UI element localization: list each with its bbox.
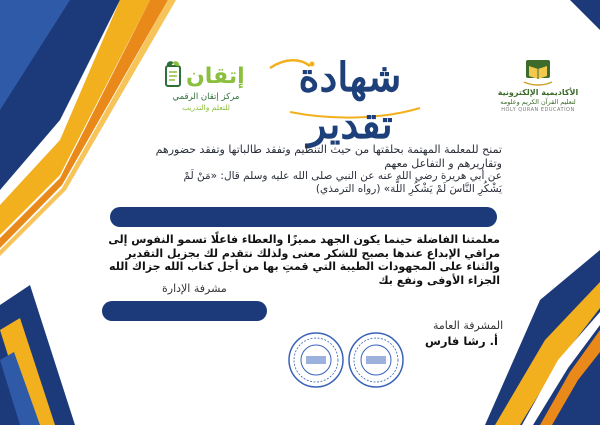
general-supervisor-label: المشرفة العامة [433, 319, 504, 332]
general-supervisor-name: أ. رشا فارس [425, 334, 498, 348]
academy-tagline: لتعليم القرآن الكريم وعلومه [500, 98, 576, 106]
certificate-title: شهادة تقدير [298, 54, 402, 148]
official-stamp-2 [346, 330, 406, 390]
admin-supervisor-signature-field[interactable] [102, 301, 267, 321]
itqan-center-logo [150, 58, 260, 112]
recipient-name-field[interactable] [110, 207, 497, 227]
corner-navy-topright [570, 0, 600, 30]
intro-paragraph: تمنح للمعلمة المهتمة بحلقتها من حيث التنظيم وتفقد طالباتها وتفقد حضورهم وتقاريرهم و التفاعل معهم [155, 143, 502, 170]
academy-english-name: HOLY QURAN EDUCATION [501, 107, 575, 113]
itqan-brand-text: إتقان [186, 64, 245, 89]
official-stamp-1 [286, 330, 346, 390]
hadith-line-2: يَشْكُرِ النَّاسَ لَمْ يَشْكُرِ اللَّهَ» (رواه الترمذي) [315, 183, 502, 195]
appreciation-paragraph: معلمتنا الفاضلة حينما يكون الجهد مميزًا والعطاء فاعلًا تسمو النفوس إلى مراقي الإبداع عندها يصبح للشكر معنى ولذلك نتقدم لك بجزيل التقدير والثناء على المجهودات الطيبة التي قمتِ بها من أجل كتاب الله جزاك الله الجزاء الأوفى ونفع بك [108, 233, 500, 287]
academy-logo [490, 58, 590, 118]
open-book-crest-icon [520, 58, 556, 88]
certificate-title-block [250, 50, 450, 148]
academy-name: الأكاديمية الإلكترونية [497, 88, 579, 97]
admin-supervisor-label: مشرفة الإدارة [162, 282, 227, 295]
itqan-subtitle-2: للتعلم والتدريب [182, 103, 230, 112]
tablet-book-icon [160, 60, 188, 90]
itqan-subtitle-1: مركز إتقان الرقمي [172, 92, 240, 102]
hadith-line-1: عن أبي هريرة رضي الله عنه عن النبي صلى الله عليه وسلم قال: «مَنْ لَمْ [183, 170, 502, 182]
